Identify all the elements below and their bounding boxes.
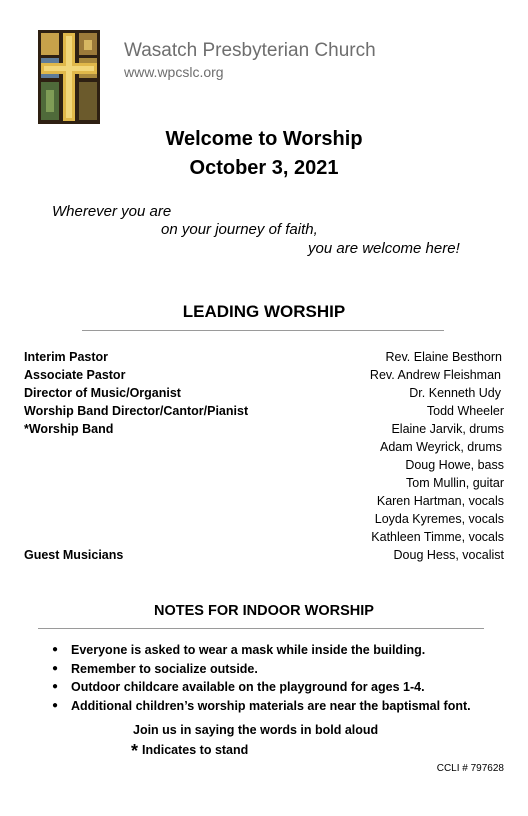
person-name: Doug Howe, bass [405, 458, 504, 472]
notes-heading: NOTES FOR INDOOR WORSHIP [154, 603, 374, 619]
role-label: Interim Pastor [24, 350, 109, 364]
list-item [52, 641, 471, 660]
person-name: Rev. Elaine Besthorn [385, 350, 502, 364]
role-label: Worship Band Director/Cantor/Pianist [24, 404, 249, 418]
bullet-icon: ● [52, 681, 59, 693]
person-name: Kathleen Timme, vocals [371, 530, 504, 544]
leading-worship-heading: LEADING WORSHIP [182, 302, 346, 321]
person-name: Elaine Jarvik, drums [391, 422, 504, 436]
church-website: www.wpcslc.org [124, 64, 224, 80]
person-name: Doug Hess, vocalist [393, 548, 504, 562]
bullet-icon: ● [52, 662, 59, 674]
welcome-title: Welcome to Worship [165, 128, 363, 150]
role-label: Director of Music/Organist [24, 386, 181, 400]
church-name: Wasatch Presbyterian Church [124, 40, 376, 61]
role-label: Guest Musicians [24, 548, 124, 562]
quote-line-2: on your journey of faith, [161, 221, 318, 238]
bullet-icon: ● [52, 700, 59, 712]
quote-line-1: Wherever you are [52, 203, 172, 220]
stand-text: Indicates to stand [142, 743, 249, 757]
person-name: Adam Weyrick, drums [379, 440, 502, 454]
service-date: October 3, 2021 [189, 157, 339, 179]
note-text: Everyone is asked to wear a mask while inside the building. [71, 643, 426, 657]
person-name: Tom Mullin, guitar [406, 476, 504, 490]
note-text: Outdoor childcare available on the playground for ages 1-4. [71, 680, 425, 695]
list-item [52, 678, 471, 697]
person-name: Dr. Kenneth Udy [409, 386, 501, 400]
section-divider [38, 628, 484, 629]
bullet-icon: ● [52, 644, 59, 655]
person-name: Rev. Andrew Fleishman [369, 368, 501, 382]
list-item [52, 660, 471, 679]
person-name: Karen Hartman, vocals [376, 494, 504, 508]
note-text: Remember to socialize outside. [71, 661, 258, 676]
quote-line-3: you are welcome here! [308, 240, 460, 257]
stand-instruction [131, 741, 248, 762]
role-label: *Worship Band [24, 422, 114, 436]
role-label: Associate Pastor [24, 368, 126, 382]
person-name: Loyda Kyremes, vocals [374, 512, 504, 526]
stained-glass-cross-icon [38, 30, 100, 124]
notes-list [52, 641, 471, 716]
star-symbol: * [131, 741, 139, 761]
bold-aloud-instruction: Join us in saying the words in bold aloud [133, 723, 379, 737]
person-name: Todd Wheeler [426, 404, 504, 418]
section-divider [82, 330, 444, 331]
list-item [52, 697, 471, 716]
note-text: Additional children’s worship materials are near the baptismal font. [71, 699, 471, 714]
ccli-number: CCLI # 797628 [436, 763, 504, 774]
